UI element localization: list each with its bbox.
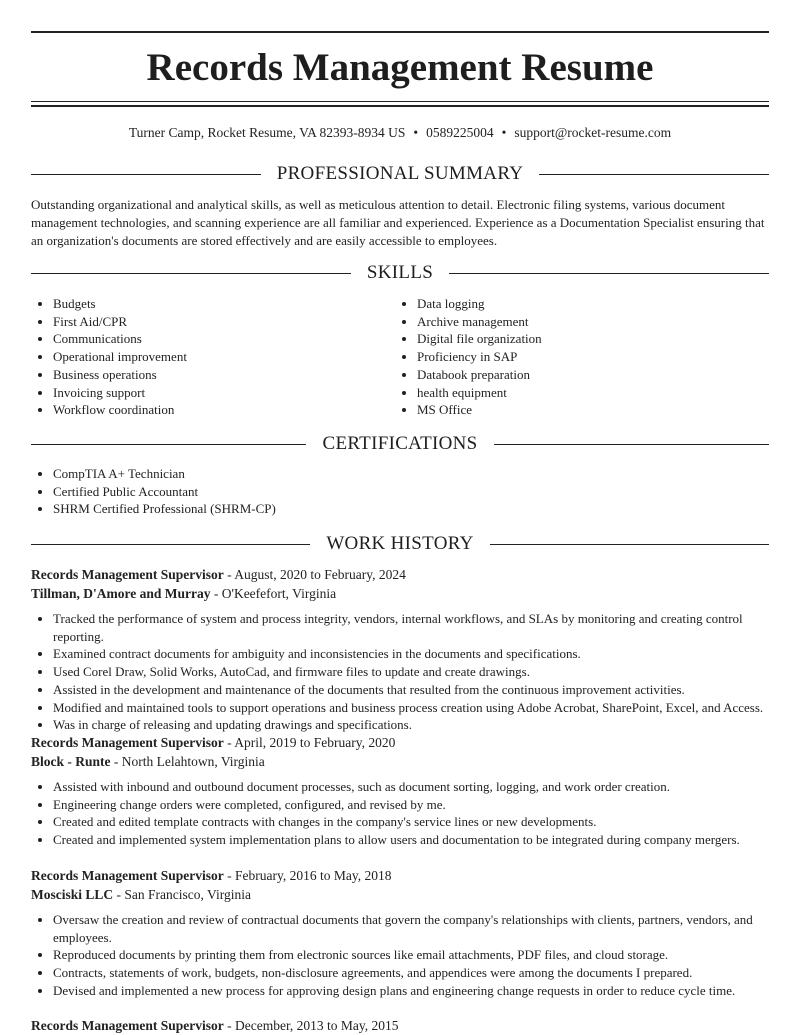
job-company-line <box>31 584 769 603</box>
heading-rule <box>539 174 769 175</box>
skill-item: • Digital file organization <box>417 330 755 348</box>
job-title: Records Management Supervisor <box>31 567 224 582</box>
job-duty: • Created and edited template contracts with changes in the company's service lines or new developments. <box>53 813 769 831</box>
skill-item: • Budgets <box>53 295 391 313</box>
work-history-heading <box>31 532 769 556</box>
job-duty: • Oversaw the creation and review of contractual documents that govern the company's relationships with clients, partners, vendors, and employees. <box>53 911 769 946</box>
job-duty: • Examined contract documents for ambiguity and inconsistencies in the documents and specifications. <box>53 645 769 663</box>
heading-rule <box>31 273 351 274</box>
job-company: Tillman, D'Amore and Murray <box>31 586 211 601</box>
skill-item: • Communications <box>53 330 391 348</box>
heading-rule <box>449 273 769 274</box>
skill-item: • Data logging <box>417 295 755 313</box>
job-dates: - December, 2013 to May, 2015 <box>223 1018 399 1033</box>
job-duties <box>31 610 769 734</box>
job-duty: • Contracts, statements of work, budgets, non-disclosure agreements, and appendices were among the documents I prepared. <box>53 964 769 982</box>
job-duties <box>31 911 769 1000</box>
job-company-line <box>31 885 769 904</box>
job-duty: • Devised and implemented a new process for approving design plans and engineering change requests in order to reduce cycle time. <box>53 982 769 1000</box>
job-duty: • Reproduced documents by printing them from electronic sources like email attachments, PDF files, and cloud storage. <box>53 946 769 964</box>
job-dates: - February, 2016 to May, 2018 <box>223 868 392 883</box>
job-duty: • Assisted in the development and maintenance of the documents that resulted from the continuous improvement activities. <box>53 681 769 699</box>
job-title-line <box>31 1016 769 1035</box>
job-title-line <box>31 733 769 752</box>
skill-item: • Invoicing support <box>53 384 391 402</box>
job-title-line <box>31 565 769 584</box>
certifications-block <box>31 465 769 518</box>
contact-separator: • <box>413 125 419 140</box>
job-duty: • Modified and maintained tools to support operations and business process creation using Adobe Acrobat, SharePoint, Excel, and Access. <box>53 699 769 717</box>
skills-heading <box>31 261 769 285</box>
job-entry <box>31 866 769 1000</box>
summary-heading <box>31 162 769 186</box>
job-title: Records Management Supervisor <box>31 1018 224 1033</box>
job-entry <box>31 733 769 849</box>
skill-item: • MS Office <box>417 401 755 419</box>
skill-item: • Databook preparation <box>417 366 755 384</box>
certifications-heading <box>31 432 769 456</box>
job-dates: - August, 2020 to February, 2024 <box>223 567 406 582</box>
job-company: Mosciski LLC <box>31 887 114 902</box>
contact-email[interactable]: support@rocket-resume.com <box>514 125 672 140</box>
heading-rule <box>31 174 261 175</box>
certification-item: • SHRM Certified Professional (SHRM-CP) <box>53 500 769 518</box>
job-location: - San Francisco, Virginia <box>113 887 251 902</box>
job-duties <box>31 778 769 849</box>
job-duty: • Used Corel Draw, Solid Works, AutoCad, and firmware files to update and create drawings. <box>53 663 769 681</box>
job-duty: • Created and implemented system implementation plans to allow users and documentation to be integrated during company mergers. <box>53 831 769 849</box>
skill-item: • health equipment <box>417 384 755 402</box>
contact-separator: • <box>501 125 507 140</box>
certification-item: • Certified Public Accountant <box>53 483 769 501</box>
summary-heading-label: PROFESSIONAL SUMMARY <box>276 163 524 184</box>
job-company: Block - Runte <box>31 754 111 769</box>
job-location: - O'Keefefort, Virginia <box>210 586 337 601</box>
job-entry <box>31 1016 769 1035</box>
skills-left-column <box>31 295 391 419</box>
resume-title: Records Management Resume <box>146 46 654 89</box>
skill-item: • Proficiency in SAP <box>417 348 755 366</box>
skill-item: • Workflow coordination <box>53 401 391 419</box>
job-duty: • Was in charge of releasing and updating drawings and specifications. <box>53 716 769 734</box>
job-title: Records Management Supervisor <box>31 868 224 883</box>
job-title: Records Management Supervisor <box>31 735 224 750</box>
heading-rule <box>494 444 769 445</box>
job-duty: • Engineering change orders were completed, configured, and revised by me. <box>53 796 769 814</box>
skill-item: • Operational improvement <box>53 348 391 366</box>
heading-rule <box>31 444 306 445</box>
top-rule <box>31 31 769 33</box>
skills-heading-label: SKILLS <box>366 262 434 283</box>
heading-rule <box>490 544 769 545</box>
skill-item: • First Aid/CPR <box>53 313 391 331</box>
heading-rule <box>31 544 310 545</box>
job-duty: • Assisted with inbound and outbound document processes, such as document sorting, logging, and work order creation. <box>53 778 769 796</box>
job-entry <box>31 565 769 734</box>
contact-address: Turner Camp, Rocket Resume, VA 82393-8934 US <box>128 125 406 140</box>
skills-list-right <box>395 295 755 419</box>
job-location: - North Lelahtown, Virginia <box>110 754 265 769</box>
skills-right-column <box>395 295 755 419</box>
certifications-heading-label: CERTIFICATIONS <box>322 433 478 454</box>
skills-list-left <box>31 295 391 419</box>
certification-item: • CompTIA A+ Technician <box>53 465 769 483</box>
title-rule-thin <box>31 101 769 102</box>
skill-item: • Business operations <box>53 366 391 384</box>
job-duty: • Tracked the performance of system and process integrity, vendors, internal workflows, and SLAs by monitoring and creating control reporting. <box>53 610 769 645</box>
contact-phone: 0589225004 <box>426 125 494 140</box>
job-company-line <box>31 752 769 771</box>
summary-text: Outstanding organizational and analytical skills, as well as meticulous attention to detail. Electronic filing systems, various document management technologies, and scanning experience are all familiar and experienced. Experience as a Documentation Specialist ensuring that an organization's documents are stored effectively and are easily accessible to employees. <box>31 197 765 248</box>
job-dates: - April, 2019 to February, 2020 <box>223 735 396 750</box>
contact-line <box>31 124 769 142</box>
title-rule-thick <box>31 105 769 107</box>
work-history-heading-label: WORK HISTORY <box>326 533 474 554</box>
job-title-line <box>31 866 769 885</box>
skill-item: • Archive management <box>417 313 755 331</box>
certifications-list <box>31 465 769 518</box>
